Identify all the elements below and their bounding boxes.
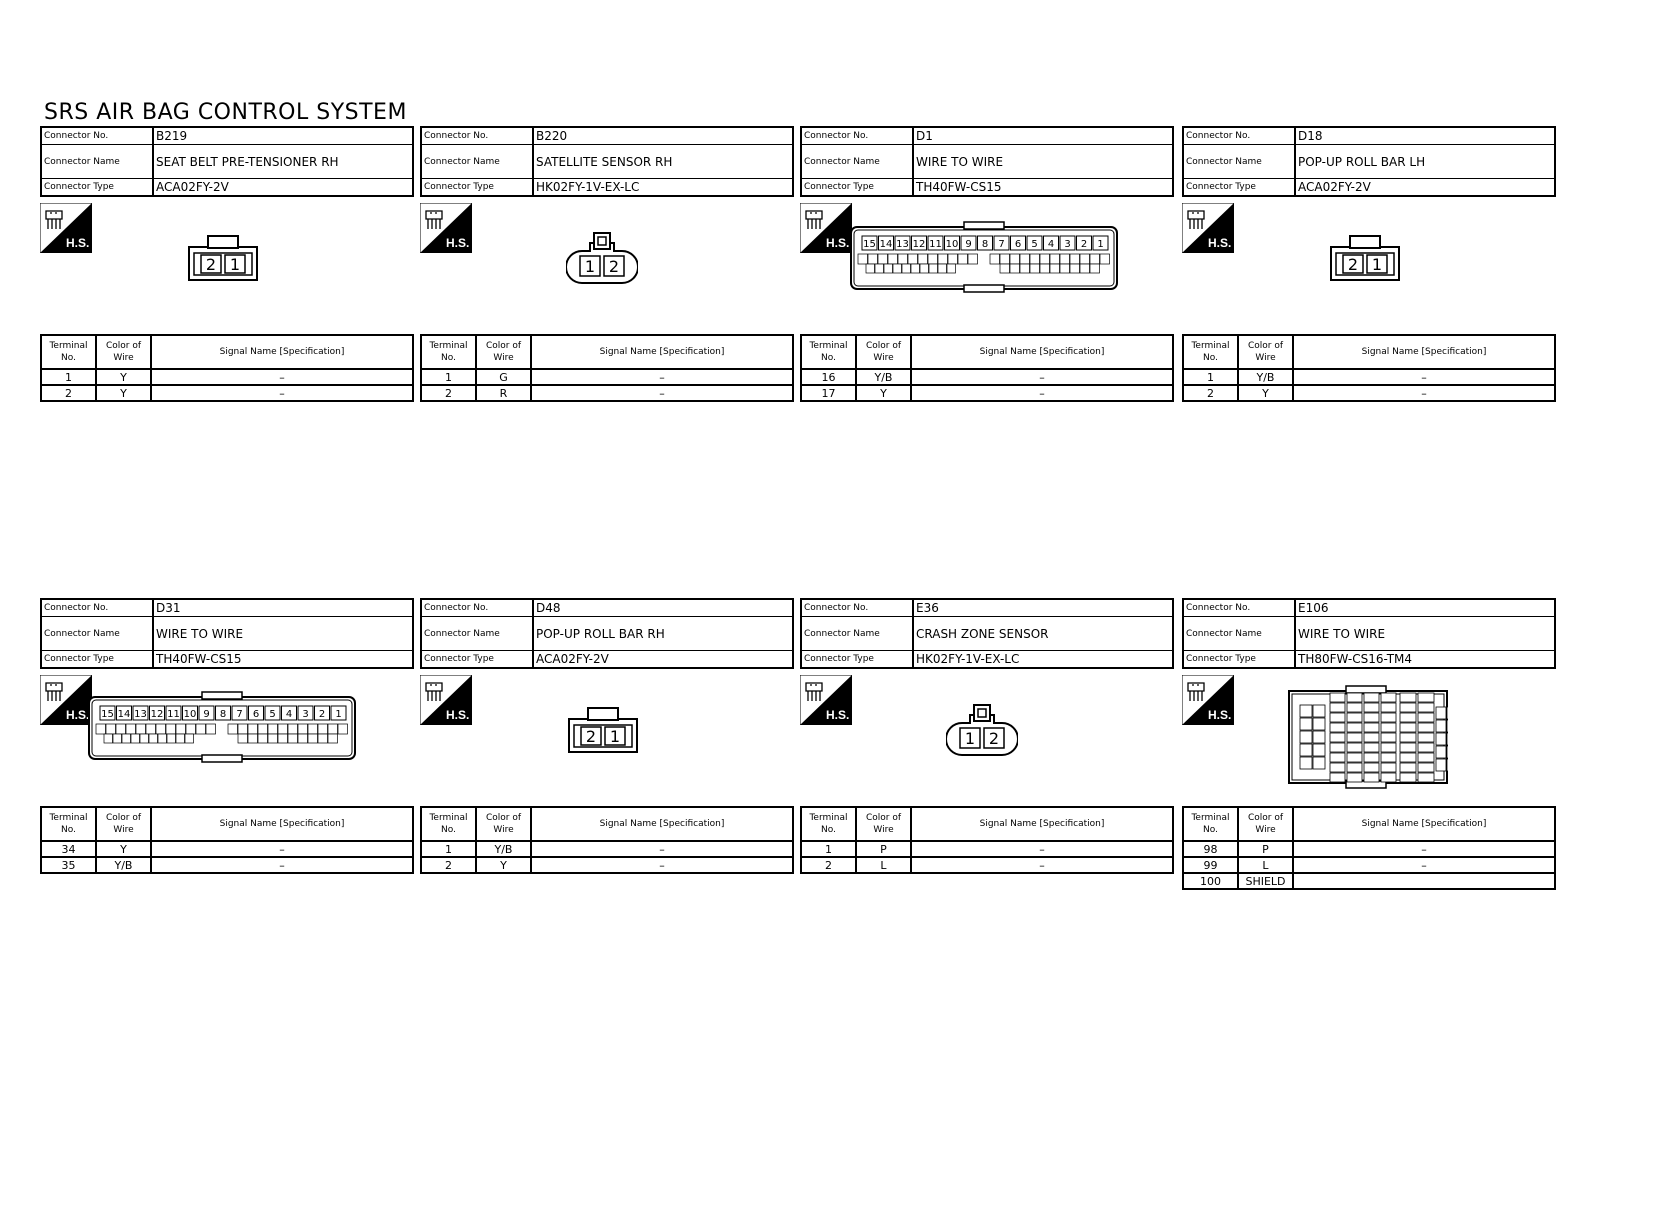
- table-row: [41, 857, 413, 873]
- connector-type-value: ACA02FY-2V: [536, 652, 609, 666]
- connector-face-icon: [1288, 685, 1448, 789]
- connector-type-label: Connector Type: [422, 651, 534, 667]
- connector-block: [420, 126, 794, 402]
- harness-side-icon: [1182, 203, 1234, 253]
- connector-name-value: WIRE TO WIRE: [914, 145, 1172, 179]
- connector-name-label: Connector Name: [802, 145, 914, 179]
- signal-cell: –: [911, 369, 1173, 385]
- terminal-table: [1182, 334, 1556, 402]
- signal-cell: –: [911, 841, 1173, 857]
- terminal-cell: 1: [801, 841, 856, 857]
- signal-cell: –: [911, 385, 1173, 401]
- connector-no-label: Connector No.: [802, 128, 914, 145]
- pin-label: 2: [318, 709, 326, 720]
- connector-name-value: SATELLITE SENSOR RH: [534, 145, 792, 179]
- connector-type-value: ACA02FY-2V: [1298, 180, 1371, 194]
- terminal-no-header: Terminal No.: [801, 807, 856, 841]
- pin-label: 2: [1080, 239, 1088, 250]
- table-header-row: [41, 335, 413, 369]
- pin-label: 1: [1097, 239, 1104, 250]
- connector-no-label: Connector No.: [1184, 600, 1296, 617]
- table-row: [421, 857, 793, 873]
- connector-diagram: [800, 197, 1174, 334]
- signal-cell: –: [1293, 369, 1555, 385]
- pin-label: 11: [167, 709, 180, 720]
- connector-header: [800, 126, 1174, 197]
- harness-side-icon: [420, 203, 472, 253]
- pin-label: 3: [302, 709, 309, 720]
- pin-label: 10: [183, 709, 197, 720]
- pin-label: 14: [117, 709, 131, 720]
- connector-name-value: POP-UP ROLL BAR LH: [1296, 145, 1554, 179]
- connector-face-icon: [1330, 235, 1400, 281]
- signal-cell: –: [1293, 857, 1555, 873]
- connector-no-label: Connector No.: [802, 600, 914, 617]
- signal-cell: –: [531, 385, 793, 401]
- wire-color-cell: Y: [96, 841, 151, 857]
- pin-label: 7: [236, 709, 243, 720]
- connector-name-label: Connector Name: [422, 617, 534, 651]
- connector-face-icon: [850, 221, 1118, 293]
- harness-side-icon: [420, 675, 472, 725]
- pin-label: 13: [896, 239, 909, 250]
- connector-name-label: Connector Name: [42, 617, 154, 651]
- connector-no-label: Connector No.: [422, 128, 534, 145]
- hs-label: H.S.: [1208, 708, 1232, 722]
- pin-label: 2: [608, 257, 620, 276]
- connector-no-value: E106: [1296, 600, 1554, 617]
- connector-header: [40, 598, 414, 669]
- wire-color-header: Color of Wire: [856, 335, 911, 369]
- wire-color-cell: Y/B: [1238, 369, 1293, 385]
- wire-color-cell: Y: [1238, 385, 1293, 401]
- connector-block: [1182, 126, 1556, 402]
- pin-label: 1: [335, 709, 342, 720]
- harness-side-icon: [1182, 675, 1234, 725]
- connector-name-label: Connector Name: [42, 145, 154, 179]
- pin-label: 6: [252, 709, 260, 720]
- terminal-cell: 17: [801, 385, 856, 401]
- signal-cell: –: [1293, 385, 1555, 401]
- pin-label: 7: [998, 239, 1005, 250]
- connector-diagram: [40, 197, 414, 334]
- wire-color-header: Color of Wire: [856, 807, 911, 841]
- connector-type-label: Connector Type: [42, 179, 154, 195]
- connector-header: [1182, 126, 1556, 197]
- wire-color-cell: Y/B: [96, 857, 151, 873]
- pin-label: 1: [584, 257, 596, 276]
- terminal-no-header: Terminal No.: [41, 335, 96, 369]
- table-row: [421, 369, 793, 385]
- connector-diagram: [420, 197, 794, 334]
- connector-header: [420, 126, 794, 197]
- wire-color-cell: R: [476, 385, 531, 401]
- connector-type-value: HK02FY-1V-EX-LC: [916, 652, 1020, 666]
- terminal-no-header: Terminal No.: [1183, 335, 1238, 369]
- pin-label: 15: [101, 709, 114, 720]
- pin-label: 2: [1347, 255, 1359, 274]
- signal-cell: –: [1293, 841, 1555, 857]
- table-row: [421, 385, 793, 401]
- signal-cell: –: [531, 841, 793, 857]
- connector-no-value: D1: [914, 128, 1172, 145]
- connector-header: [420, 598, 794, 669]
- connector-no-label: Connector No.: [1184, 128, 1296, 145]
- signal-cell: –: [531, 857, 793, 873]
- signal-name-header: Signal Name [Specification]: [1293, 335, 1555, 369]
- connector-name-label: Connector Name: [802, 617, 914, 651]
- terminal-table: [40, 334, 414, 402]
- pin-label: 1: [609, 727, 621, 746]
- table-header-row: [421, 807, 793, 841]
- signal-cell: –: [911, 857, 1173, 873]
- connector-type-value: ACA02FY-2V: [156, 180, 229, 194]
- connector-no-label: Connector No.: [42, 600, 154, 617]
- connector-block: [800, 598, 1174, 874]
- connector-type-label: Connector Type: [1184, 179, 1296, 195]
- wire-color-header: Color of Wire: [96, 807, 151, 841]
- wire-color-cell: Y: [96, 385, 151, 401]
- connector-block: [40, 598, 414, 874]
- connector-type-label: Connector Type: [1184, 651, 1296, 667]
- pin-label: 5: [1031, 239, 1038, 250]
- signal-cell: –: [151, 841, 413, 857]
- harness-side-icon: [800, 203, 852, 253]
- wire-color-cell: L: [1238, 857, 1293, 873]
- pin-label: 6: [1014, 239, 1022, 250]
- wire-color-cell: Y/B: [856, 369, 911, 385]
- pin-label: 5: [269, 709, 276, 720]
- pin-label: 14: [879, 239, 893, 250]
- pin-label: 12: [912, 239, 926, 250]
- harness-side-icon: [40, 203, 92, 253]
- connector-block: [1182, 598, 1556, 890]
- table-header-row: [41, 807, 413, 841]
- terminal-cell: 98: [1183, 841, 1238, 857]
- terminal-cell: 2: [421, 385, 476, 401]
- pin-label: 9: [965, 239, 972, 250]
- signal-name-header: Signal Name [Specification]: [151, 807, 413, 841]
- pin-label: 8: [219, 709, 227, 720]
- terminal-table: [800, 334, 1174, 402]
- terminal-cell: 2: [801, 857, 856, 873]
- hs-label: H.S.: [826, 708, 850, 722]
- terminal-cell: 99: [1183, 857, 1238, 873]
- connector-header: [800, 598, 1174, 669]
- signal-cell: –: [151, 369, 413, 385]
- terminal-cell: 2: [41, 385, 96, 401]
- signal-cell: [1293, 873, 1555, 889]
- signal-name-header: Signal Name [Specification]: [911, 335, 1173, 369]
- hs-label: H.S.: [826, 236, 850, 250]
- connector-header: [1182, 598, 1556, 669]
- table-row: [41, 369, 413, 385]
- connector-type-label: Connector Type: [802, 179, 914, 195]
- terminal-cell: 35: [41, 857, 96, 873]
- connector-no-value: D31: [154, 600, 412, 617]
- terminal-table: [420, 334, 794, 402]
- terminal-cell: 34: [41, 841, 96, 857]
- table-row: [1183, 841, 1555, 857]
- signal-name-header: Signal Name [Specification]: [911, 807, 1173, 841]
- table-row: [1183, 857, 1555, 873]
- signal-name-header: Signal Name [Specification]: [531, 335, 793, 369]
- terminal-cell: 1: [421, 369, 476, 385]
- connector-name-value: WIRE TO WIRE: [1296, 617, 1554, 651]
- pin-label: 2: [585, 727, 597, 746]
- connector-type-value: TH40FW-CS15: [156, 652, 242, 666]
- table-row: [1183, 873, 1555, 889]
- hs-label: H.S.: [66, 708, 90, 722]
- table-row: [1183, 369, 1555, 385]
- pin-label: 12: [150, 709, 164, 720]
- hs-label: H.S.: [66, 236, 90, 250]
- pin-label: 4: [1047, 239, 1055, 250]
- connector-type-value: TH40FW-CS15: [916, 180, 1002, 194]
- wire-color-header: Color of Wire: [96, 335, 151, 369]
- connector-diagram: [1182, 669, 1556, 806]
- signal-name-header: Signal Name [Specification]: [531, 807, 793, 841]
- table-header-row: [1183, 807, 1555, 841]
- terminal-cell: 16: [801, 369, 856, 385]
- harness-side-icon: [800, 675, 852, 725]
- connector-diagram: [1182, 197, 1556, 334]
- harness-side-icon: [40, 675, 92, 725]
- pin-label: 1: [229, 255, 241, 274]
- connector-no-value: D18: [1296, 128, 1554, 145]
- connector-no-value: B219: [154, 128, 412, 145]
- terminal-cell: 2: [1183, 385, 1238, 401]
- wire-color-header: Color of Wire: [1238, 807, 1293, 841]
- connector-face-icon: [568, 707, 638, 753]
- connector-block: [420, 598, 794, 874]
- signal-cell: –: [151, 385, 413, 401]
- signal-cell: –: [531, 369, 793, 385]
- table-header-row: [801, 807, 1173, 841]
- terminal-table: [1182, 806, 1556, 890]
- hs-label: H.S.: [446, 708, 470, 722]
- pin-label: 3: [1064, 239, 1071, 250]
- pin-label: 9: [203, 709, 210, 720]
- terminal-cell: 1: [1183, 369, 1238, 385]
- table-header-row: [801, 335, 1173, 369]
- table-row: [801, 841, 1173, 857]
- connector-face-icon: [566, 229, 638, 287]
- connector-no-value: D48: [534, 600, 792, 617]
- terminal-cell: 100: [1183, 873, 1238, 889]
- pin-label: 1: [1371, 255, 1383, 274]
- table-row: [801, 385, 1173, 401]
- connector-header: [40, 126, 414, 197]
- connector-type-value: TH80FW-CS16-TM4: [1298, 652, 1413, 666]
- wire-color-cell: P: [1238, 841, 1293, 857]
- connector-no-label: Connector No.: [42, 128, 154, 145]
- connector-face-icon: [946, 701, 1018, 759]
- table-row: [801, 857, 1173, 873]
- connector-type-value: HK02FY-1V-EX-LC: [536, 180, 640, 194]
- pin-label: 8: [981, 239, 989, 250]
- connector-diagram: [40, 669, 414, 806]
- hs-label: H.S.: [1208, 236, 1232, 250]
- terminal-cell: 1: [421, 841, 476, 857]
- connector-name-value: WIRE TO WIRE: [154, 617, 412, 651]
- wire-color-cell: L: [856, 857, 911, 873]
- hs-label: H.S.: [446, 236, 470, 250]
- table-row: [801, 369, 1173, 385]
- terminal-table: [40, 806, 414, 874]
- terminal-no-header: Terminal No.: [421, 807, 476, 841]
- table-row: [1183, 385, 1555, 401]
- terminal-no-header: Terminal No.: [41, 807, 96, 841]
- pin-label: 15: [863, 239, 876, 250]
- pin-label: 11: [929, 239, 942, 250]
- wire-color-cell: P: [856, 841, 911, 857]
- connector-diagram: [420, 669, 794, 806]
- page-title: SRS AIR BAG CONTROL SYSTEM: [44, 100, 407, 125]
- pin-label: 2: [205, 255, 217, 274]
- wire-color-header: Color of Wire: [476, 807, 531, 841]
- table-row: [421, 841, 793, 857]
- connector-name-label: Connector Name: [1184, 617, 1296, 651]
- connector-face-icon: [188, 235, 258, 281]
- terminal-cell: 2: [421, 857, 476, 873]
- connector-no-value: E36: [914, 600, 1172, 617]
- connector-no-value: B220: [534, 128, 792, 145]
- wire-color-header: Color of Wire: [1238, 335, 1293, 369]
- connector-face-icon: [88, 691, 356, 763]
- terminal-table: [420, 806, 794, 874]
- connector-type-label: Connector Type: [802, 651, 914, 667]
- wire-color-header: Color of Wire: [476, 335, 531, 369]
- table-row: [41, 841, 413, 857]
- connector-name-value: SEAT BELT PRE-TENSIONER RH: [154, 145, 412, 179]
- connector-type-label: Connector Type: [42, 651, 154, 667]
- wire-color-cell: G: [476, 369, 531, 385]
- terminal-no-header: Terminal No.: [801, 335, 856, 369]
- connector-name-label: Connector Name: [422, 145, 534, 179]
- pin-label: 2: [988, 729, 1000, 748]
- pin-label: 1: [964, 729, 976, 748]
- connector-block: [800, 126, 1174, 402]
- connector-no-label: Connector No.: [422, 600, 534, 617]
- terminal-table: [800, 806, 1174, 874]
- wire-color-cell: SHIELD: [1238, 873, 1293, 889]
- signal-cell: –: [151, 857, 413, 873]
- pin-label: 4: [285, 709, 293, 720]
- table-row: [41, 385, 413, 401]
- terminal-no-header: Terminal No.: [421, 335, 476, 369]
- signal-name-header: Signal Name [Specification]: [1293, 807, 1555, 841]
- connector-name-value: POP-UP ROLL BAR RH: [534, 617, 792, 651]
- connector-name-label: Connector Name: [1184, 145, 1296, 179]
- pin-label: 13: [134, 709, 147, 720]
- connector-block: [40, 126, 414, 402]
- pin-label: 10: [945, 239, 959, 250]
- terminal-no-header: Terminal No.: [1183, 807, 1238, 841]
- table-header-row: [421, 335, 793, 369]
- wire-color-cell: Y: [856, 385, 911, 401]
- table-header-row: [1183, 335, 1555, 369]
- connector-type-label: Connector Type: [422, 179, 534, 195]
- signal-name-header: Signal Name [Specification]: [151, 335, 413, 369]
- wire-color-cell: Y: [96, 369, 151, 385]
- wire-color-cell: Y/B: [476, 841, 531, 857]
- wire-color-cell: Y: [476, 857, 531, 873]
- connector-diagram: [800, 669, 1174, 806]
- connector-name-value: CRASH ZONE SENSOR: [914, 617, 1172, 651]
- terminal-cell: 1: [41, 369, 96, 385]
